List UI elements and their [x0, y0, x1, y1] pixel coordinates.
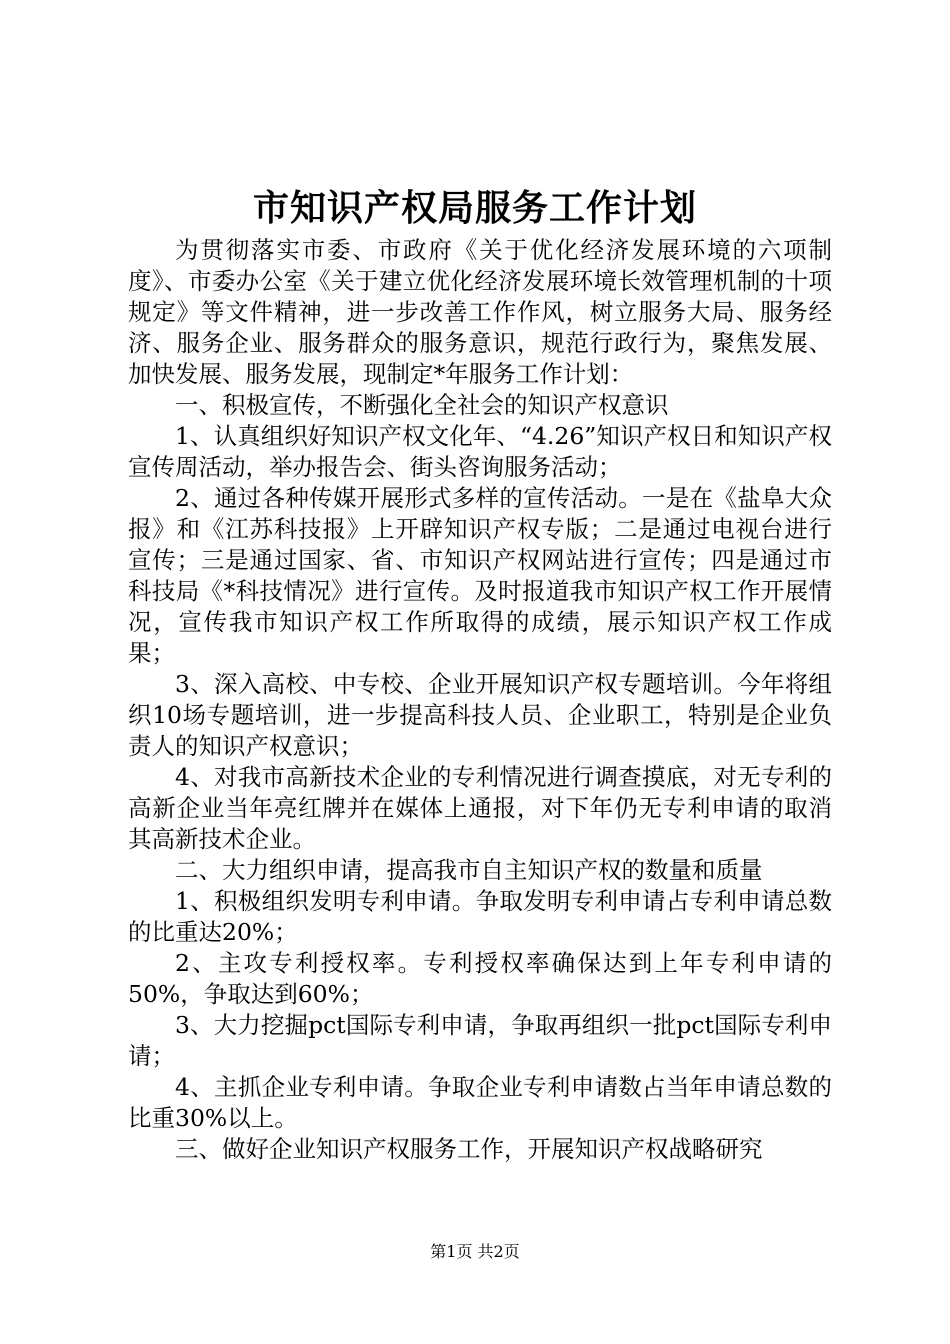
list-item: 2、主攻专利授权率。专利授权率确保达到上年专利申请的50%，争取达到60%； — [128, 949, 832, 1008]
page-footer: 第1页 共2页 — [430, 1242, 520, 1261]
list-item: 4、对我市高新技术企业的专利情况进行调查摸底，对无专利的高新企业当年亮红牌并在媒体上通报，对下年仍无专利申请的取消其高新技术企业。 — [128, 763, 832, 853]
list-item: 1、认真组织好知识产权文化年、“4.26”知识产权日和知识产权宣传周活动，举办报告会、街头咨询服务活动； — [128, 422, 832, 481]
document-title: 市知识产权局服务工作计划 — [252, 187, 697, 229]
list-item: 4、主抓企业专利申请。争取企业专利申请数占当年申请总数的比重30%以上。 — [128, 1073, 832, 1132]
section-heading-2: 二、大力组织申请，提高我市自主知识产权的数量和质量 — [175, 856, 763, 884]
section-heading-3: 三、做好企业知识产权服务工作，开展知识产权战略研究 — [175, 1135, 763, 1163]
document-body — [128, 235, 832, 1165]
section-heading-1: 一、积极宣传，不断强化全社会的知识产权意识 — [175, 391, 669, 419]
paragraph-intro: 为贯彻落实市委、市政府《关于优化经济发展环境的六项制度》、市委办公室《关于建立优化经济发展环境长效管理机制的十项规定》等文件精神，进一步改善工作作风，树立服务大局、服务经济、服务企业、服务群众的服务意识，规范行政行为，聚焦发展、加快发展、服务发展，现制定*年服务工作计划： — [128, 236, 832, 388]
list-item: 3、大力挖掘pct国际专利申请，争取再组织一批pct国际专利申请； — [128, 1011, 832, 1070]
list-item: 3、深入高校、中专校、企业开展知识产权专题培训。今年将组织10场专题培训，进一步提高科技人员、企业职工，特别是企业负责人的知识产权意识； — [128, 670, 832, 760]
list-item: 1、积极组织发明专利申请。争取发明专利申请占专利申请总数的比重达20%； — [128, 887, 832, 946]
list-item: 2、通过各种传媒开展形式多样的宣传活动。一是在《盐阜大众报》和《江苏科技报》上开辟知识产权专版；二是通过电视台进行宣传；三是通过国家、省、市知识产权网站进行宣传；四是通过市科技局《*科技情况》进行宣传。及时报道我市知识产权工作开展情况，宣传我市知识产权工作所取得的成绩，展示知识产权工作成果； — [128, 484, 832, 667]
